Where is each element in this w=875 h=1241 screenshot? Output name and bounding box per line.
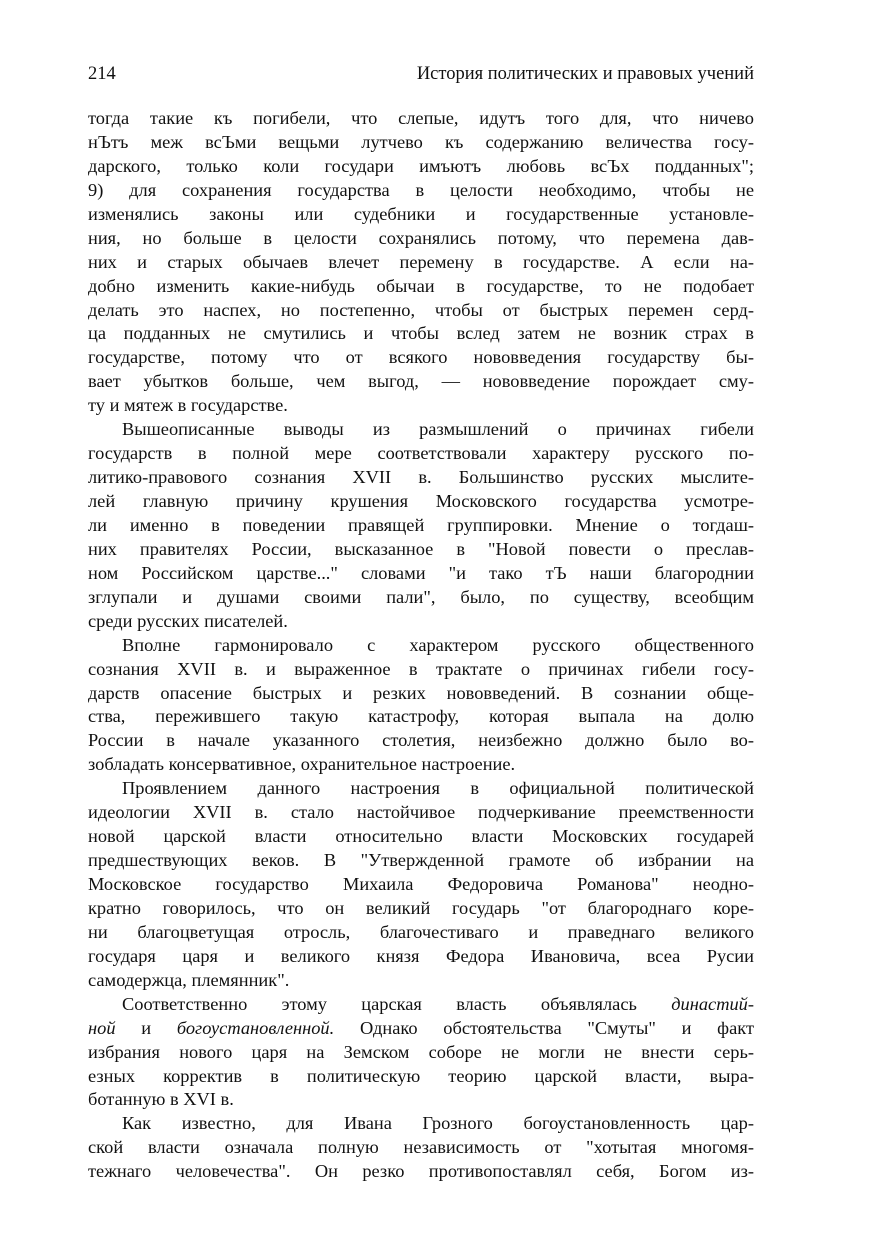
line-text: Московское государство Михаила Федоровича Романова" неодно- xyxy=(88,874,754,894)
line-text: ния, но больше в целости сохранялись потому, что перемена дав- xyxy=(88,227,754,248)
emphasis-text: династий- xyxy=(671,993,754,1014)
text-line xyxy=(88,825,754,849)
running-title: История политических и правовых учений xyxy=(416,64,754,84)
line-text: ли именно в поведении правящей группировки. Мнение о тогдаш- xyxy=(88,514,754,535)
text-line xyxy=(88,753,754,777)
text-line xyxy=(88,586,754,610)
line-text: них и старых обычаев влечет перемену в государстве. А если на- xyxy=(88,251,754,272)
line-text: изменялись законы или судебники и государственные установле- xyxy=(88,203,754,224)
line-text: идеологии XVII в. стало настойчивое подчеркивание преемственности xyxy=(88,802,754,823)
text-line xyxy=(88,873,754,897)
line-text: государств в полной мере соответствовали характеру русского по- xyxy=(88,443,754,464)
text-line xyxy=(88,322,754,346)
text-line xyxy=(88,705,754,729)
text-line xyxy=(88,945,754,969)
text-line xyxy=(88,801,754,825)
text-line xyxy=(88,1041,754,1065)
line-text: ца подданных не смутились и чтобы вслед затем не возник страх в xyxy=(88,323,754,344)
text-line xyxy=(88,275,754,299)
line-text: лей главную причину крушения Московского государства усмотре- xyxy=(88,491,754,511)
page-header xyxy=(88,64,754,92)
text-line xyxy=(88,346,754,370)
line-text: сознания XVII в. и выраженное в трактате о причинах гибели госу- xyxy=(88,658,754,679)
text-line xyxy=(88,610,754,634)
line-text: ской власти означала полную независимость от "хотытая многомя- xyxy=(88,1137,754,1158)
line-text: Как известно, для Ивана Грозного богоустановленность цар- xyxy=(122,1113,754,1134)
text-line xyxy=(88,993,754,1017)
text-line xyxy=(88,227,754,251)
text-line xyxy=(88,538,754,562)
line-text: них правителях России, высказанное в "Новой повести о преслав- xyxy=(88,538,754,559)
text-line xyxy=(88,394,754,418)
text-line xyxy=(88,490,754,514)
text-line xyxy=(88,1065,754,1089)
line-text: государстве, потому что от всякого нововведения государству бы- xyxy=(88,347,754,368)
text-line xyxy=(88,1112,754,1136)
text-line xyxy=(88,418,754,442)
text-line xyxy=(88,299,754,323)
line-text: делать это наспех, но постепенно, чтобы от быстрых перемен серд- xyxy=(88,299,754,320)
body-text xyxy=(88,107,754,1184)
line-text: ства, пережившего такую катастрофу, которая выпала на долю xyxy=(88,706,754,727)
text-line xyxy=(88,969,754,993)
text-line xyxy=(88,155,754,179)
line-text: вает убытков больше, чем выгод, — нововведение порождает сму- xyxy=(88,371,754,392)
text-line xyxy=(88,514,754,538)
text-line xyxy=(88,370,754,394)
text-line xyxy=(88,777,754,801)
line-text: среди русских писателей. xyxy=(88,610,288,631)
line-text: зглупали и душами своими пали", было, по существу, всеобщим xyxy=(88,586,754,607)
text-line xyxy=(88,1088,754,1112)
text-line xyxy=(88,442,754,466)
line-text: тежнаго человечества". Он резко противопоставлял себя, Богом из- xyxy=(88,1161,754,1182)
line-text: Однако обстоятельства "Смуты" и факт xyxy=(334,1017,754,1038)
line-text: дарств опасение быстрых и резких нововведений. В сознании обще- xyxy=(88,682,754,703)
line-text: России в начале указанного столетия, неизбежно должно было во- xyxy=(88,730,754,751)
line-text: ном Российском царстве..." словами "и тако тЪ наши благороднии xyxy=(88,562,754,583)
line-text: тогда такие къ погибели, что слепые, идутъ того для, что ничево xyxy=(88,108,754,128)
line-text: ни благоцветущая отросль, благочестиваго и праведнаго великого xyxy=(88,921,754,942)
text-line xyxy=(88,562,754,586)
line-text: избрания нового царя на Земском соборе не могли не внести серь- xyxy=(88,1041,754,1062)
text-line xyxy=(88,682,754,706)
line-text: литико-правового сознания XVII в. Большинство русских мыслите- xyxy=(88,467,754,488)
line-text: добно изменить какие-нибудь обычаи в государстве, то не подобает xyxy=(88,275,754,296)
text-line xyxy=(88,921,754,945)
text-line xyxy=(88,849,754,873)
line-text: и xyxy=(115,1017,177,1038)
line-text: Вполне гармонировало с характером русского общественного xyxy=(122,634,754,655)
line-text: государя царя и великого князя Федора Ивановича, всеа Русии xyxy=(88,945,754,966)
emphasis-text: ной xyxy=(88,1017,116,1038)
line-text: кратно говорилось, что он великий государь "от благороднаго коре- xyxy=(88,897,754,918)
text-line xyxy=(88,634,754,658)
line-text: ботанную в XVI в. xyxy=(88,1089,234,1110)
page-number: 214 xyxy=(88,64,116,84)
line-text: зобладать консервативное, охранительное настроение. xyxy=(88,754,516,775)
text-line xyxy=(88,897,754,921)
text-line xyxy=(88,179,754,203)
text-line xyxy=(88,658,754,682)
line-text: дарского, только коли государи имъютъ любовь всЪх подданных"; xyxy=(88,155,754,176)
text-line xyxy=(88,1160,754,1184)
line-text: самодержца, племянник". xyxy=(88,969,290,990)
line-text: Проявлением данного настроения в официальной политической xyxy=(122,778,754,799)
text-line xyxy=(88,203,754,227)
line-text: предшествующих веков. В "Утвержденной грамоте об избрании на xyxy=(88,850,754,871)
text-line xyxy=(88,729,754,753)
text-line xyxy=(88,1017,754,1041)
text-line xyxy=(88,131,754,155)
text-line xyxy=(88,251,754,275)
line-text: новой царской власти относительно власти Московских государей xyxy=(88,826,754,847)
line-text: нЪтъ меж всЪми вещьми лутчево къ содержанию величества госу- xyxy=(88,131,754,152)
text-line xyxy=(88,1136,754,1160)
text-line xyxy=(88,107,754,131)
line-text: езных корректив в политическую теорию царской власти, выра- xyxy=(88,1065,754,1086)
line-text: ту и мятеж в государстве. xyxy=(88,395,288,416)
emphasis-text: богоустановленной. xyxy=(176,1017,335,1038)
line-text: Соответственно этому царская власть объявлялась xyxy=(122,993,672,1014)
line-text: Вышеописанные выводы из размышлений о причинах гибели xyxy=(122,419,754,440)
text-line xyxy=(88,466,754,490)
line-text: 9) для сохранения государства в целости необходимо, чтобы не xyxy=(88,179,754,200)
